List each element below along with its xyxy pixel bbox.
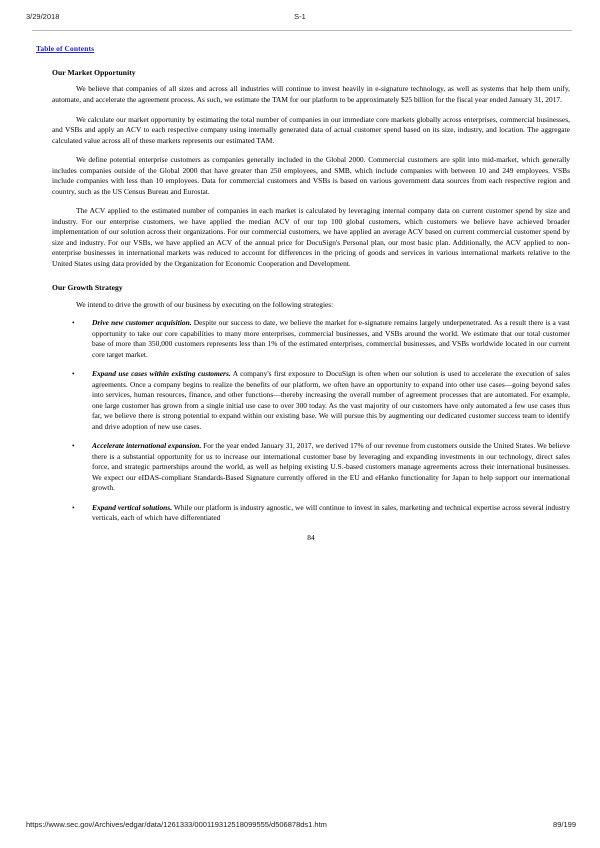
paragraph: The ACV applied to the estimated number of companies in each market is calculated by leveraging internal company data on current customer spend by size and industry. For our enterprise customers, we have applied the median ACV of our top 100 global customers, which customers we believe have achieved broader implementation of our solution across their organizations. For our commercial customers, we have applied an average ACV based on current commercial customer spend by size and industry. For our VSBs, we have applied an ACV of the annual price for DocuSign's Personal plan, our most basic plan. Additionally, the ACV applied to non-enterprise businesses in international markets was reduced to account for differences in the pricing of goods and services in various international markets relative to the United States using data provided by the Organization for Economic Cooperation and Development. <box>52 206 570 268</box>
list-item-lead: Drive new customer acquisition. <box>92 318 192 328</box>
list-item-text: A company's first exposure to DocuSign is often when our solution is used to accelerate the execution of sales agreements. Once a company begins to realize the benefits of our platform, we often have an opportunity to expand into other use cases—going beyond sales into services, human resources, finance, and other functions—thereby increasing the overall number of agreement processes that are automated. For example, one large customer has grown from a single initial use case to over 300 today. As the vast majority of our customers have only automated a few use cases thus far, we believe there is strong potential to expand within our existing base. We will pursue this by augmenting our dedicated customer success team to identify and drive adoption of new use cases. <box>92 369 571 431</box>
list-item <box>52 441 570 494</box>
bullet-icon: • <box>72 502 75 512</box>
list-item <box>52 318 570 360</box>
bullet-icon: • <box>72 441 75 451</box>
document-page <box>0 38 600 542</box>
table-of-contents-link[interactable]: Table of Contents <box>36 44 95 53</box>
document-page-number: 84 <box>307 532 315 542</box>
list-item-text: While our platform is industry agnostic, we will continue to invest in sales, marketing and technical expertise across several industry verticals, each of which have differentiated <box>92 502 571 523</box>
source-url: https://www.sec.gov/Archives/edgar/data/1261333/000119312518099555/d506878ds1.htm <box>26 820 327 829</box>
list-item-lead: Accelerate international expansion. <box>92 441 202 451</box>
list-item <box>52 369 570 432</box>
growth-strategy-list <box>52 318 570 524</box>
browser-print-header <box>0 12 600 30</box>
paragraph: We define potential enterprise customers as companies generally included in the Global 2000. Commercial customers are split into mid-market, which generally includes companies outside of the Global 2000 that have greater than 250 employees, and SMB, which include companies with between 10 and 249 employees. VSBs include companies with less than 10 employees. Data for commercial customers and VSBs is based on various government data sources from each respective region and country, such as the US Census Bureau and Eurostat. <box>52 155 570 196</box>
paragraph: We calculate our market opportunity by estimating the total number of companies in our immediate core markets globally across enterprises, commercial businesses, and VSBs and apply an ACV to each respective company using internally generated data of actual customer spend based on its size, industry, and location. The aggregate calculated value across all of these markets represents our estimated TAM. <box>52 114 570 145</box>
bullet-icon: • <box>72 369 75 379</box>
header-divider <box>32 30 572 31</box>
section-heading-growth-strategy: Our Growth Strategy <box>52 283 123 293</box>
print-document-title: S-1 <box>294 12 306 21</box>
list-item-text: Despite our success to date, we believe the market for e-signature remains largely underpenetrated. As a result there is a vast opportunity to take our core capabilities to many more enterprises, commercial businesses, and VSBs around the world. We estimate that our total customer base of more than 350,000 customers represents less than 1% of the estimated enterprises, commercial businesses, and VSBs worldwide located in our current core target market. <box>92 318 570 359</box>
browser-print-footer <box>0 820 600 834</box>
list-item-lead: Expand vertical solutions. <box>92 502 173 512</box>
list-item-text: For the year ended January 31, 2017, we derived 17% of our revenue from customers outside the United States. We believe there is a substantial opportunity for us to increase our international customer base by leveraging and expanding investments in our technology, direct sales force, and strategic partnerships around the world, as well as helping existing U.S.-based customers manage agreements across their international businesses. We expect our eIDAS-compliant Standards-Based Signature currently offered in the EU and eHanko functionality for Japan to help support our international growth. <box>92 441 570 493</box>
bullet-icon: • <box>72 318 75 328</box>
print-page-indicator: 89/199 <box>553 820 576 829</box>
growth-strategy-lead-in: We intend to drive the growth of our business by executing on the following strategies: <box>76 299 334 309</box>
list-item-lead: Expand use cases within existing customers. <box>92 369 231 379</box>
list-item <box>52 503 570 524</box>
paragraph: We believe that companies of all sizes and across all industries will continue to invest heavily in e-signature technology, as well as systems that help them unify, automate, and accelerate the agreement process. As such, we estimate the TAM for our platform to be approximately $25 billion for the fiscal year ended January 31, 2017. <box>52 84 570 104</box>
table-of-contents-link-container <box>0 38 600 56</box>
document-content <box>52 68 570 542</box>
print-date: 3/29/2018 <box>26 12 60 21</box>
section-heading-market-opportunity: Our Market Opportunity <box>52 68 136 77</box>
